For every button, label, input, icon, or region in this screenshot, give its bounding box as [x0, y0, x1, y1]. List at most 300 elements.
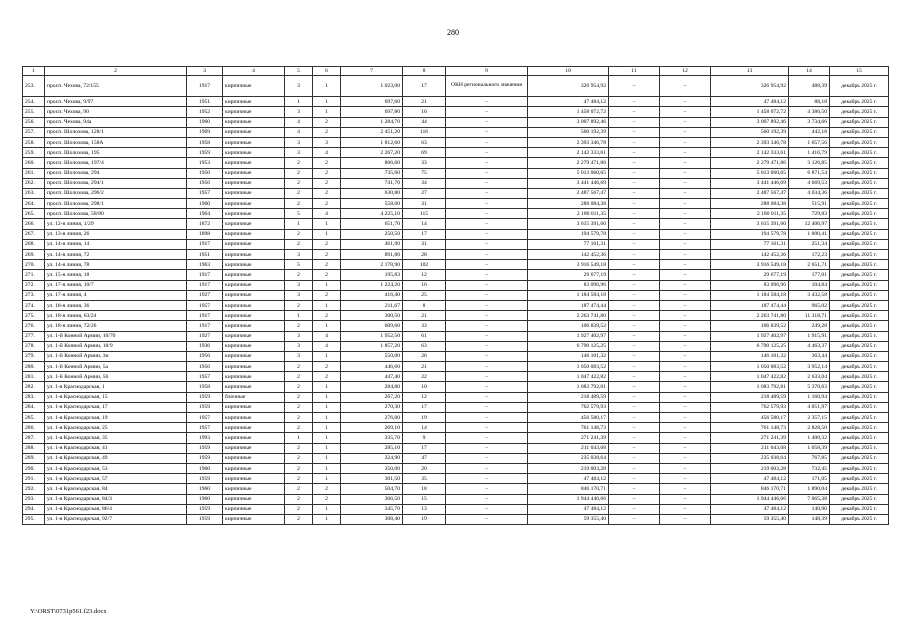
table-cell: – [609, 148, 660, 158]
table-cell: кирпичные [223, 514, 285, 524]
table-cell: 363,44 [789, 351, 830, 361]
table-cell: 35 [403, 474, 446, 484]
table-cell: декабрь 2025 г. [830, 148, 889, 158]
table-cell: 16 [403, 107, 446, 117]
table-row [23, 311, 889, 321]
table-cell: – [609, 260, 660, 270]
table-cell: 1951 [187, 250, 223, 260]
table-cell: кирпичные [223, 494, 285, 504]
table-cell: 735,60 [341, 168, 403, 178]
table-cell: – [609, 76, 660, 97]
table-cell: 767,85 [789, 453, 830, 463]
table-cell: 761 148,73 [528, 423, 609, 433]
table-cell: кирпичные [223, 311, 285, 321]
table-cell: кирпичные [223, 158, 285, 168]
table-cell: ул. 14-я линия, 78 [45, 260, 187, 270]
table-cell: декабрь 2025 г. [830, 382, 889, 392]
table-cell: – [609, 504, 660, 514]
table-cell: 19 [403, 413, 446, 423]
table-cell: 3 441 446,69 [711, 178, 789, 188]
table-row [23, 229, 889, 239]
table-row [23, 463, 889, 473]
column-header: 5 [285, 67, 313, 76]
column-header: 12 [660, 67, 711, 76]
table-cell: 1917 [187, 239, 223, 249]
table-cell: декабрь 2025 г. [830, 433, 889, 443]
table-cell: кирпичные [223, 504, 285, 514]
table-cell: 12 406,97 [789, 219, 830, 229]
column-header: 1 [23, 67, 45, 76]
table-cell: – [609, 107, 660, 117]
table-cell: 3 615 391,60 [528, 219, 609, 229]
table-cell: 266. [23, 219, 45, 229]
table-row [23, 199, 889, 209]
table-cell: 2 [313, 484, 341, 494]
table-cell: 697,80 [341, 107, 403, 117]
table-cell: 1917 [187, 76, 223, 97]
table-cell: 416,40 [341, 290, 403, 300]
table-cell: 271 241,39 [528, 433, 609, 443]
table-cell: – [446, 311, 528, 321]
table-cell: 1960 [187, 494, 223, 504]
table-cell: ул. 1-я Краснодарская, 17 [45, 402, 187, 412]
table-cell: декабрь 2025 г. [830, 372, 889, 382]
table-cell: 276,00 [341, 413, 403, 423]
table-cell: 6 790 125,25 [528, 341, 609, 351]
table-cell: 47 484,12 [528, 97, 609, 107]
table-cell: – [660, 504, 711, 514]
table-cell: – [609, 463, 660, 473]
table-cell: 1 [285, 311, 313, 321]
table-cell: – [609, 341, 660, 351]
table-cell: 2 [285, 484, 313, 494]
table-cell: 2 [285, 494, 313, 504]
table-cell: кирпичные [223, 372, 285, 382]
table-cell: 515,91 [789, 199, 830, 209]
table-cell: – [609, 270, 660, 280]
table-cell: 345,70 [341, 504, 403, 514]
table-cell: 21 [403, 362, 446, 372]
table-cell: кирпичные [223, 229, 285, 239]
table-cell: 27 [403, 188, 446, 198]
table-cell: – [446, 290, 528, 300]
table-row [23, 514, 889, 524]
table-cell: 281. [23, 372, 45, 382]
table-cell: 261. [23, 168, 45, 178]
table-cell: 3 [285, 331, 313, 341]
table-cell: – [660, 158, 711, 168]
table-cell: – [446, 382, 528, 392]
file-path-footer: Y:\ORST\0731p561.f23.docx [30, 608, 107, 615]
table-cell: – [660, 514, 711, 524]
table-cell: 3 [285, 107, 313, 117]
table-cell: – [446, 300, 528, 310]
table-cell: кирпичные [223, 402, 285, 412]
table-cell: 33 [403, 158, 446, 168]
table-cell: декабрь 2025 г. [830, 474, 889, 484]
table-row [23, 484, 889, 494]
table-cell: декабрь 2025 г. [830, 270, 889, 280]
table-cell: 7 065,38 [789, 494, 830, 504]
table-cell: кирпичные [223, 300, 285, 310]
table-cell: – [609, 117, 660, 127]
table-cell: – [609, 290, 660, 300]
table-cell: 3 [285, 351, 313, 361]
table-cell: декабрь 2025 г. [830, 311, 889, 321]
table-cell: 630,80 [341, 188, 403, 198]
table-cell: 3 126,85 [789, 158, 830, 168]
table-cell: 1 [285, 97, 313, 107]
table-cell: 4 225,10 [341, 209, 403, 219]
table-cell: 446,60 [341, 362, 403, 372]
table-cell: 558,60 [341, 199, 403, 209]
table-cell: 1927 [187, 290, 223, 300]
table-cell: 1 047 422,82 [711, 372, 789, 382]
table-row [23, 137, 889, 147]
table-cell: просп. Шолохова, 197/4 [45, 158, 187, 168]
table-cell: 1 952,50 [341, 331, 403, 341]
table-cell: – [609, 219, 660, 229]
column-header: 3 [187, 67, 223, 76]
table-cell: 282. [23, 382, 45, 392]
table-cell: 1 000,41 [789, 229, 830, 239]
table-cell: – [446, 199, 528, 209]
table-cell: 3 [285, 341, 313, 351]
table-cell: ул. 18-я линия, 36 [45, 300, 187, 310]
table-cell: 3 [285, 137, 313, 147]
table-cell: – [446, 494, 528, 504]
table-cell: 1898 [187, 229, 223, 239]
column-header: 4 [223, 67, 285, 76]
table-cell: – [609, 453, 660, 463]
table-cell: 194 579,78 [711, 229, 789, 239]
table-cell: 3 916 549,18 [711, 260, 789, 270]
table-cell: 17 [403, 402, 446, 412]
table-cell: просп. Шолохова, 298/1 [45, 199, 187, 209]
table-cell: 3 615 391,60 [711, 219, 789, 229]
table-cell: 12 [403, 270, 446, 280]
table-cell: 294. [23, 504, 45, 514]
table-cell: 255. [23, 107, 45, 117]
table-cell: – [660, 413, 711, 423]
table-cell: кирпичные [223, 474, 285, 484]
table-cell: просп. Шолохова, 294 [45, 168, 187, 178]
table-cell: 63 [403, 341, 446, 351]
table-cell: 104,84 [789, 280, 830, 290]
table-cell: – [660, 209, 711, 219]
table-cell: 187 474,44 [528, 300, 609, 310]
table-cell: 2 [285, 199, 313, 209]
table-cell: 2 279 471,86 [528, 158, 609, 168]
table-cell: 3 007 892,46 [711, 117, 789, 127]
table-cell: просп. Чехова, 90 [45, 107, 187, 117]
table-cell: 2 [285, 463, 313, 473]
table-cell: 1 458 072,72 [528, 107, 609, 117]
table-cell: просп. Шолохова, 296/2 [45, 188, 187, 198]
table-cell: просп. Шолохова, 294/1 [45, 178, 187, 188]
table-cell: 1957 [187, 413, 223, 423]
column-header: 6 [313, 67, 341, 76]
table-cell: 504,70 [341, 484, 403, 494]
table-cell: 1952 [187, 107, 223, 117]
table-cell: 560 192,39 [528, 127, 609, 137]
table-cell: 21 [403, 97, 446, 107]
table-cell: 14 [403, 219, 446, 229]
table-cell: 2 [285, 504, 313, 514]
table-cell: 256. [23, 117, 45, 127]
table-cell: 2 [313, 158, 341, 168]
table-cell: 5 013 060,65 [528, 168, 609, 178]
table-cell: ул. 1-й Конной Армии, 10/70 [45, 331, 187, 341]
table-cell: декабрь 2025 г. [830, 199, 889, 209]
table-cell: 4 [313, 341, 341, 351]
table-cell: 283. [23, 392, 45, 402]
table-cell: 1959 [187, 392, 223, 402]
table-row [23, 168, 889, 178]
table-cell: декабрь 2025 г. [830, 76, 889, 97]
table-cell: 2 [313, 199, 341, 209]
table-row [23, 250, 889, 260]
table-cell: 269,10 [341, 423, 403, 433]
table-cell: 2 [313, 372, 341, 382]
table-cell: 2 [285, 168, 313, 178]
table-cell: 697,60 [341, 97, 403, 107]
table-cell: 456 580,17 [528, 413, 609, 423]
table-cell: – [660, 229, 711, 239]
table-cell: 26 [403, 351, 446, 361]
table-cell: 3 [285, 280, 313, 290]
table-cell: 762 579,93 [528, 402, 609, 412]
table-cell: 5 013 060,65 [711, 168, 789, 178]
table-cell: 172,23 [789, 250, 830, 260]
table-cell: 1 458 072,72 [711, 107, 789, 117]
table-cell: 3 916 549,18 [528, 260, 609, 270]
table-cell: 219 003,28 [528, 463, 609, 473]
table-cell: 29 677,19 [711, 270, 789, 280]
table-cell: – [609, 423, 660, 433]
table-cell: 21 [403, 311, 446, 321]
table-cell: 1 058,39 [789, 443, 830, 453]
table-cell: декабрь 2025 г. [830, 260, 889, 270]
table-cell: 1956 [187, 351, 223, 361]
table-cell: 461,90 [341, 239, 403, 249]
table-cell: 326 954,92 [528, 76, 609, 97]
table-cell: – [660, 188, 711, 198]
table-cell: 1 184 584,18 [711, 290, 789, 300]
table-cell: 8 [403, 300, 446, 310]
table-cell: 1917 [187, 270, 223, 280]
table-cell: 1 [313, 351, 341, 361]
table-cell: – [446, 392, 528, 402]
table-cell: 6 790 125,25 [711, 341, 789, 351]
table-cell: 1 [313, 474, 341, 484]
table-cell: 2 [285, 270, 313, 280]
table-cell: 1 927 402,97 [711, 331, 789, 341]
table-cell: 263. [23, 188, 45, 198]
table-cell: – [446, 148, 528, 158]
table-cell: 31 [403, 239, 446, 249]
table-cell: декабрь 2025 г. [830, 402, 889, 412]
table-cell: – [660, 453, 711, 463]
table-cell: 271. [23, 270, 45, 280]
table-cell: просп. Шолохова, 58/80 [45, 209, 187, 219]
table-cell: 1 [313, 382, 341, 392]
table-cell: – [660, 392, 711, 402]
table-cell: 3 432,58 [789, 290, 830, 300]
table-cell: 2 357,15 [789, 413, 830, 423]
table-cell: – [609, 413, 660, 423]
table-cell: 22 [403, 372, 446, 382]
table-cell: 262. [23, 178, 45, 188]
table-cell: 1 047 422,82 [528, 372, 609, 382]
table-cell: – [446, 250, 528, 260]
table-cell: 265. [23, 209, 45, 219]
table-cell: 115 [403, 209, 446, 219]
table-cell: 1959 [187, 453, 223, 463]
table-cell: 1 023,00 [341, 76, 403, 97]
table-cell: 146 101,32 [711, 351, 789, 361]
column-header: 11 [609, 67, 660, 76]
table-cell: 741,70 [341, 178, 403, 188]
table-cell: декабрь 2025 г. [830, 341, 889, 351]
column-header: 14 [789, 67, 830, 76]
table-cell: 250,50 [341, 229, 403, 239]
table-cell: кирпичные [223, 148, 285, 158]
table-cell: 2 [313, 270, 341, 280]
table-cell: – [609, 127, 660, 137]
table-cell: 77 161,31 [528, 239, 609, 249]
table-cell: кирпичные [223, 443, 285, 453]
table-cell: декабрь 2025 г. [830, 504, 889, 514]
table-cell: 47 484,12 [711, 504, 789, 514]
table-cell: кирпичные [223, 239, 285, 249]
table-cell: 3 734,66 [789, 117, 830, 127]
table-cell: кирпичные [223, 76, 285, 97]
table-cell: 456 580,17 [711, 413, 789, 423]
table-cell: 1 812,60 [341, 137, 403, 147]
table-cell: 2 [285, 321, 313, 331]
table-cell: декабрь 2025 г. [830, 463, 889, 473]
table-cell: – [660, 423, 711, 433]
table-cell: 1 184 584,18 [528, 290, 609, 300]
table-row [23, 260, 889, 270]
table-cell: 15 [403, 494, 446, 504]
table-cell: – [609, 300, 660, 310]
table-cell: 2 [313, 362, 341, 372]
table-cell: – [660, 362, 711, 372]
table-cell: декабрь 2025 г. [830, 209, 889, 219]
table-cell: 11 318,71 [789, 311, 830, 321]
table-cell: 5 [285, 209, 313, 219]
table-cell: 278. [23, 341, 45, 351]
table-row [23, 433, 889, 443]
table-cell: ОКН регионального значения [446, 76, 528, 97]
table-cell: 447,40 [341, 372, 403, 382]
table-cell: 1 [285, 433, 313, 443]
table-cell: 187 474,44 [711, 300, 789, 310]
table-cell: 270,30 [341, 402, 403, 412]
table-cell: – [609, 239, 660, 249]
table-cell: 259. [23, 148, 45, 158]
table-cell: 1 [313, 423, 341, 433]
table-cell: 1 [313, 392, 341, 402]
table-cell: 258. [23, 137, 45, 147]
table-cell: 142 452,36 [528, 250, 609, 260]
table-cell: – [660, 433, 711, 443]
table-cell: – [660, 148, 711, 158]
table-cell: 47 484,12 [528, 474, 609, 484]
table-cell: декабрь 2025 г. [830, 107, 889, 117]
table-cell: 560 192,39 [711, 127, 789, 137]
table-cell: кирпичные [223, 453, 285, 463]
table-cell: кирпичные [223, 219, 285, 229]
table-cell: 651,70 [341, 219, 403, 229]
table-cell: 211 043,68 [711, 443, 789, 453]
table-cell: декабрь 2025 г. [830, 331, 889, 341]
table-cell: 148,39 [789, 514, 830, 524]
table-cell: 63 [403, 137, 446, 147]
table-cell: 1 160,94 [789, 392, 830, 402]
table-cell: 846 170,71 [711, 484, 789, 494]
table-cell: декабрь 2025 г. [830, 127, 889, 137]
table-cell: декабрь 2025 г. [830, 351, 889, 361]
column-header: 9 [446, 67, 528, 76]
table-row [23, 148, 889, 158]
table-cell: кирпичные [223, 382, 285, 392]
header-row [23, 67, 889, 76]
table-cell: 1960 [187, 484, 223, 494]
table-cell: 77 161,31 [711, 239, 789, 249]
table-row [23, 331, 889, 341]
table-cell: 88,18 [789, 97, 830, 107]
table-cell: – [660, 127, 711, 137]
table-cell: 75 [403, 168, 446, 178]
table-cell: 2 279 471,86 [711, 158, 789, 168]
table-cell: – [660, 443, 711, 453]
table-cell: 270. [23, 260, 45, 270]
table-row [23, 239, 889, 249]
table-cell: 44 [403, 117, 446, 127]
table-row [23, 178, 889, 188]
table-cell: кирпичные [223, 97, 285, 107]
table-cell: декабрь 2025 г. [830, 453, 889, 463]
table-cell: 288. [23, 443, 45, 453]
table-cell: 762 579,93 [711, 402, 789, 412]
table-cell: 257. [23, 127, 45, 137]
table-row [23, 372, 889, 382]
table-cell: 292. [23, 484, 45, 494]
table-cell: 2 178,90 [341, 260, 403, 270]
table-cell: 2 263 741,80 [711, 311, 789, 321]
table-row [23, 117, 889, 127]
table-cell: 285,10 [341, 443, 403, 453]
table-cell: 194 579,78 [528, 229, 609, 239]
table-cell: 2 [285, 229, 313, 239]
table-cell: кирпичные [223, 178, 285, 188]
table-cell: – [446, 209, 528, 219]
table-cell: кирпичные [223, 463, 285, 473]
table-cell: 295. [23, 514, 45, 524]
table-cell: ул. 1-й Конной Армии, 3и [45, 351, 187, 361]
table-cell: – [609, 494, 660, 504]
table-cell: 2 [285, 474, 313, 484]
table-cell: 761 148,73 [711, 423, 789, 433]
table-cell: 1958 [187, 137, 223, 147]
table-cell: 4 669,53 [789, 178, 830, 188]
table-cell: кирпичные [223, 433, 285, 443]
table-cell: – [446, 474, 528, 484]
table-cell: кирпичные [223, 270, 285, 280]
